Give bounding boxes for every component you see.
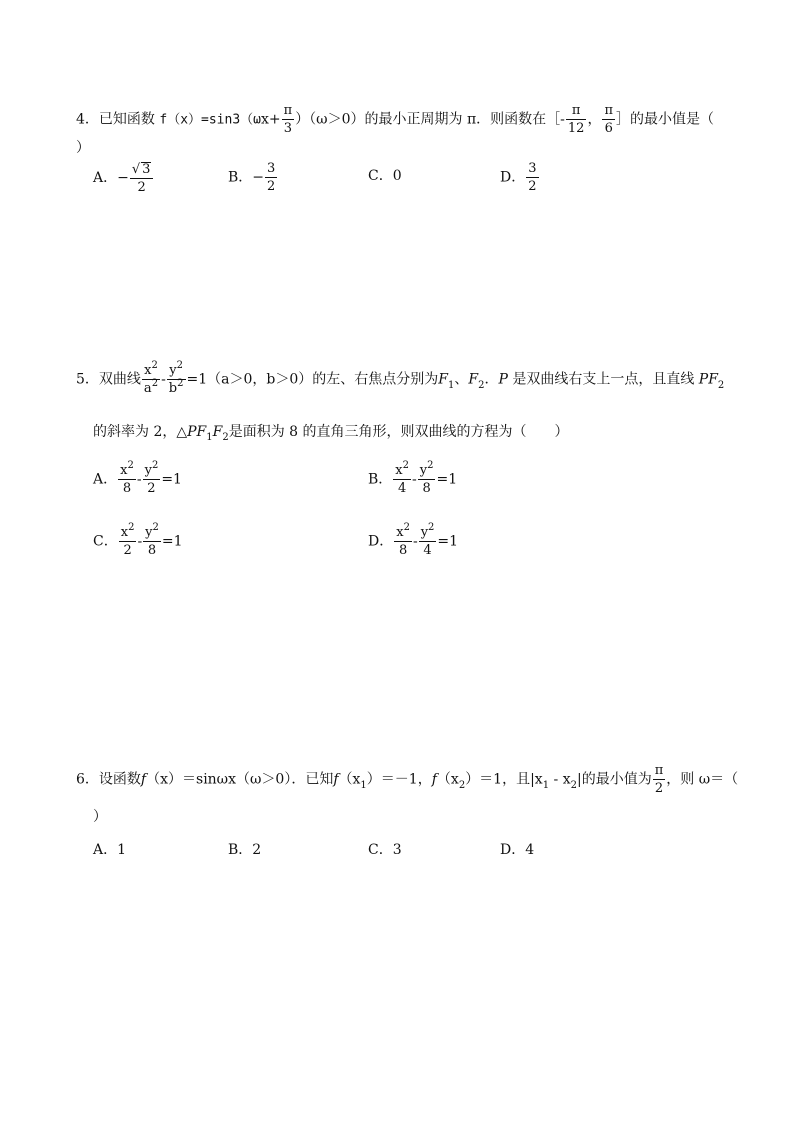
option-label: A．: [93, 842, 118, 858]
q5-option-a[interactable]: [93, 460, 182, 496]
q4-option-a-frac: $\frac{√ 3}{2}$: [130, 162, 154, 194]
q5-triangle-f: F: [212, 424, 223, 440]
minus: -: [412, 471, 417, 488]
q6-fx: （x）＝sinωx（ω＞0）．已知: [146, 771, 334, 788]
frac-y: [419, 522, 437, 558]
frac-x: [119, 522, 137, 558]
q6-stem-line2: [93, 810, 107, 824]
q6-stem-text: 设函数: [98, 771, 141, 788]
q5-option-c[interactable]: [93, 522, 183, 558]
q5-f1: F: [438, 371, 448, 388]
q4-frac-num: π: [604, 103, 613, 118]
q5-line2-text-a: 的斜率为 2，△: [93, 424, 188, 440]
q5-f2: F: [468, 371, 479, 388]
q5-option-d[interactable]: [368, 522, 459, 558]
superscript: 2: [427, 460, 434, 471]
q6-minus: - x: [549, 771, 571, 788]
frac-num: x: [395, 463, 403, 478]
q4-frac-den: 6: [604, 121, 613, 136]
q5-stem-text: 双曲线: [98, 371, 141, 388]
superscript: 2: [176, 360, 184, 371]
frac-den: b: [168, 381, 178, 396]
q4-stem-line1: [76, 104, 714, 135]
q4-close-paren: ）: [76, 140, 90, 156]
q5-condition: =1（a＞0，b＞0）的左、右焦点分别为: [186, 371, 439, 388]
q4-frac-num: π: [283, 103, 293, 118]
q5-frac-y2-b2: [167, 360, 186, 396]
q4-frac-pi-6: [602, 104, 615, 135]
q6-fx2: （x: [436, 771, 459, 788]
subscript: 2: [570, 779, 577, 791]
minus: -: [412, 533, 418, 550]
rhs: =1: [437, 533, 459, 550]
option-label: D．: [368, 533, 394, 550]
q6-close-paren: ）: [93, 809, 107, 825]
frac-num: x: [144, 363, 152, 378]
option-label: C．: [368, 842, 393, 858]
frac-den: 2: [528, 179, 537, 194]
option-value: 2: [252, 842, 262, 858]
q4-comma: ，: [587, 111, 602, 128]
option-neg: −: [252, 169, 265, 186]
q6-tail: |的最小值为: [577, 771, 652, 788]
q5-p: P: [498, 371, 508, 388]
q4-number: 4．: [76, 111, 99, 128]
subscript: 1: [206, 432, 213, 443]
option-neg: −: [117, 170, 129, 186]
q5-stem-line1: [76, 360, 725, 396]
q4-after-frac: ）（ω＞0）的最小正周期为 π．则函数在［: [295, 111, 561, 128]
option-label: A．: [93, 170, 118, 186]
q6-stem-line1: [76, 764, 738, 795]
option-label: D．: [500, 169, 526, 186]
superscript: 2: [403, 522, 410, 533]
superscript: 2: [151, 360, 158, 371]
frac-num: y: [169, 363, 177, 378]
subscript: 1: [447, 379, 455, 391]
minus: -: [136, 471, 142, 488]
frac-num: x: [120, 525, 129, 540]
q4-option-a[interactable]: [93, 162, 154, 194]
subscript: 2: [458, 779, 466, 791]
option-label: B．: [228, 169, 253, 186]
q5-minus: -: [161, 371, 166, 388]
subscript: 2: [222, 432, 229, 443]
frac-num: 3: [267, 161, 276, 176]
frac-den: 2: [137, 180, 146, 195]
q4-option-d-frac: [526, 162, 538, 193]
superscript: 2: [127, 460, 134, 471]
q5-dot: ．: [484, 371, 499, 388]
q6-option-c[interactable]: [368, 843, 402, 857]
q4-x: x: [261, 111, 269, 128]
frac-x: [393, 460, 411, 496]
superscript: 2: [177, 378, 184, 389]
option-label: B．: [368, 471, 393, 488]
frac-x: [118, 460, 136, 496]
frac-den: a: [143, 381, 152, 396]
q4-frac-pi-12: [566, 104, 587, 135]
frac-den: 4: [398, 481, 407, 496]
q6-f: f: [333, 771, 339, 788]
q6-f: f: [431, 771, 437, 788]
subscript: 1: [360, 779, 367, 791]
q4-stem-line2: [76, 141, 90, 155]
superscript: 2: [151, 378, 159, 389]
q4-option-b-frac: [265, 162, 277, 193]
q4-function: f（x）=sin3（ω: [159, 112, 261, 128]
q6-fx1: （x: [338, 771, 361, 788]
frac-num: y: [145, 525, 153, 540]
option-value: 0: [392, 168, 402, 184]
subscript: 2: [478, 379, 485, 391]
q5-stem-line2: [93, 424, 569, 443]
frac-den: 2: [267, 179, 276, 194]
q4-option-b[interactable]: [228, 162, 278, 193]
frac-y: [143, 460, 161, 496]
superscript: 2: [151, 460, 159, 471]
q4-option-c[interactable]: [368, 169, 402, 183]
q4-tail: ］的最小值是（: [616, 111, 714, 128]
q6-option-d[interactable]: [500, 843, 534, 857]
frac-y: [418, 460, 436, 496]
rhs: =1: [436, 471, 458, 488]
superscript: 2: [128, 522, 135, 533]
q6-frac-pi-2: [653, 764, 666, 795]
q5-triangle-pf: PF: [187, 424, 207, 440]
frac-den: 2: [147, 481, 156, 496]
frac-num: x: [120, 463, 128, 478]
q6-option-a[interactable]: [93, 843, 126, 857]
q4-frac-den: 12: [567, 121, 585, 136]
q4-frac-pi-3: [282, 104, 295, 135]
frac-den: 8: [122, 481, 132, 496]
frac-x: [394, 522, 412, 558]
q5-line2-text-b: 是面积为 8 的直角三角形，则双曲线的方程为（ ）: [228, 424, 569, 440]
frac-num: π: [654, 763, 664, 778]
q4-frac-num: π: [571, 103, 581, 118]
q5-option-b[interactable]: [368, 460, 458, 496]
q5-mid-text: 是双曲线右支上一点，且直线: [507, 371, 699, 388]
frac-den: 8: [422, 481, 431, 496]
q4-stem-text: 已知函数: [98, 111, 155, 128]
option-value: 4: [525, 842, 535, 858]
frac-y: [143, 522, 161, 558]
frac-den: 4: [423, 543, 432, 558]
q6-end: ，则 ω＝（: [666, 771, 739, 788]
minus: -: [137, 533, 143, 550]
frac-den: 8: [147, 543, 157, 558]
superscript: 2: [402, 460, 410, 471]
superscript: 2: [152, 522, 159, 533]
frac-num: y: [419, 463, 428, 478]
q5-frac-x2-a2: [142, 360, 160, 396]
q6-option-b[interactable]: [228, 843, 261, 857]
q6-number: 6．: [76, 771, 99, 788]
radicand: 3: [142, 162, 151, 177]
option-label: B．: [228, 842, 253, 858]
frac-den: 2: [654, 781, 664, 796]
q4-option-d[interactable]: [500, 162, 540, 193]
option-label: D．: [500, 842, 526, 858]
q6-eqm1: ）＝－1，: [366, 771, 432, 788]
q5-number: 5．: [76, 371, 99, 388]
frac-num: x: [396, 525, 404, 540]
option-label: A．: [93, 471, 118, 488]
q6-eq1: ）＝1，且|x: [465, 771, 543, 788]
q6-f: f: [140, 771, 147, 788]
frac-num: y: [420, 525, 429, 540]
option-value: 3: [392, 842, 402, 858]
frac-den: 2: [123, 543, 132, 558]
frac-num: 3: [528, 161, 537, 176]
option-value: 1: [117, 842, 127, 858]
q4-frac-den: 3: [283, 121, 293, 136]
option-label: C．: [93, 533, 118, 550]
superscript: 2: [428, 522, 435, 533]
subscript: 2: [717, 379, 725, 391]
q4-neg: -: [560, 111, 565, 128]
rhs: =1: [161, 533, 183, 550]
frac-den: 8: [398, 543, 408, 558]
rhs: =1: [161, 471, 182, 488]
option-label: C．: [368, 168, 393, 184]
subscript: 1: [542, 779, 550, 791]
frac-num: y: [144, 463, 152, 478]
q4-plus: +: [268, 111, 281, 128]
q5-pf2: PF: [698, 371, 718, 388]
q5-sep: 、: [454, 371, 469, 388]
